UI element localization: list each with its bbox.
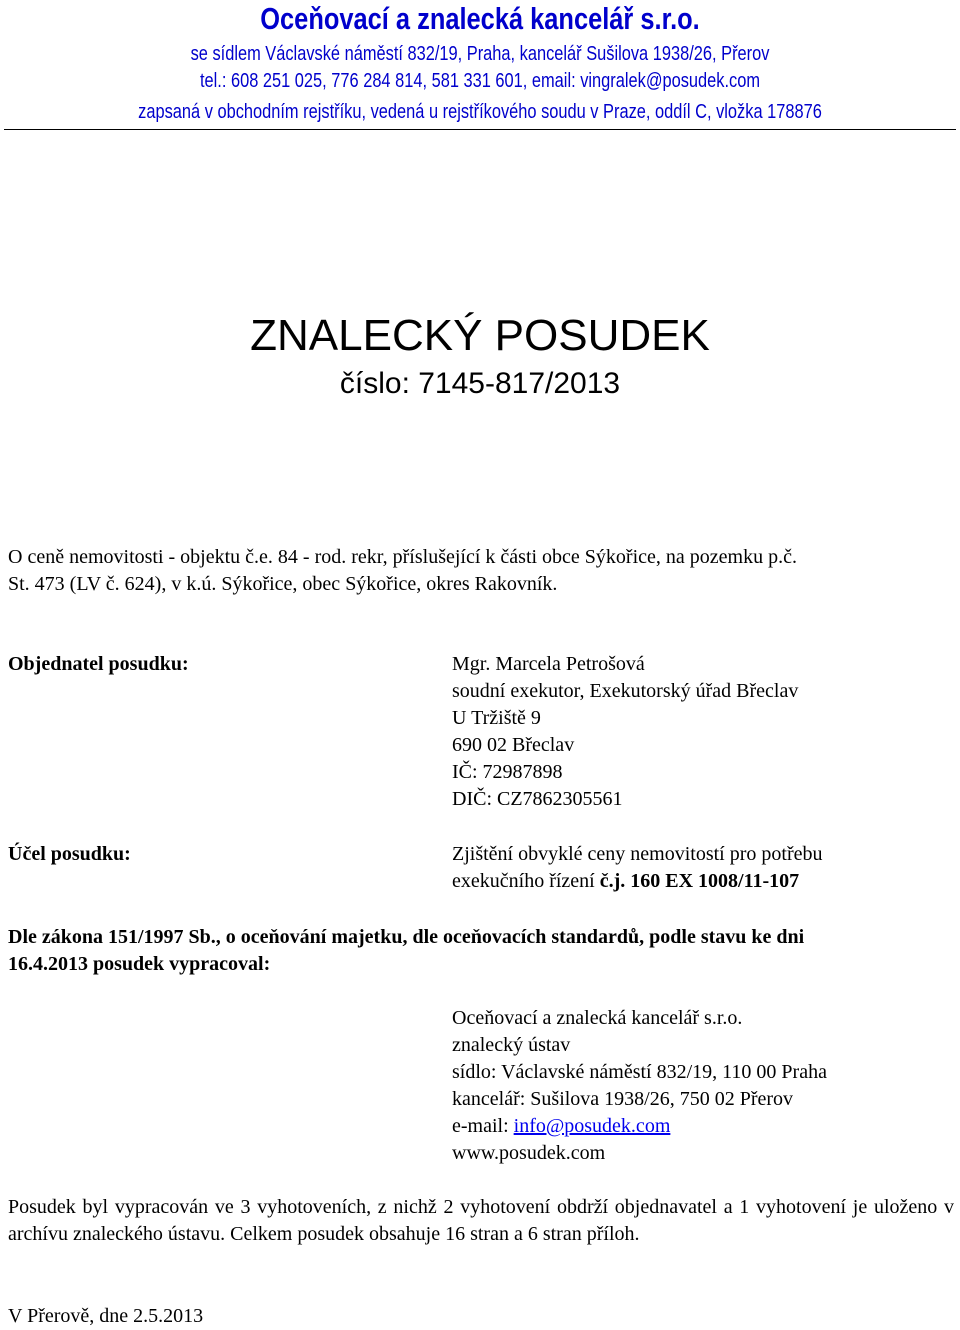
document-number: číslo: 7145-817/2013 — [339, 367, 621, 400]
document-title: ZNALECKÝ POSUDEK — [250, 311, 710, 360]
subject-line-2: St. 473 (LV č. 624), v k.ú. Sýkořice, obec Sýkořice, okres Rakovník. — [8, 573, 558, 595]
copies-note: Posudek byl vypracován ve 3 vyhotoveních, z nichž 2 vyhotovení obdrží objednavatel a 1 vyhotovení je uloženo v archívu znaleckého ústavu. Celkem posudek obsahuje 16 stran a 6 stran příloh. — [8, 1196, 954, 1245]
company-title: Oceňovací a znalecká kancelář s.r.o. — [260, 1, 700, 36]
company-contacts: tel.: 608 251 025, 776 284 814, 581 331 601, email: vingralek@posudek.com — [199, 70, 761, 92]
company-address: se sídlem Václavské náměstí 832/19, Praha, kancelář Sušilova 1938/26, Přerov — [190, 43, 770, 65]
header-divider — [4, 129, 956, 130]
purpose-proceedings: exekučního řízení — [452, 870, 600, 892]
author-website: www.posudek.com — [452, 1142, 606, 1164]
author-name: Oceňovací a znalecká kancelář s.r.o. — [452, 1007, 743, 1029]
author-office: kancelář: Sušilova 1938/26, 750 02 Přerov — [452, 1088, 794, 1110]
client-street: U Tržiště 9 — [452, 707, 541, 729]
email-link[interactable]: info@posudek.com — [513, 1115, 671, 1137]
client-ic: IČ: 72987898 — [452, 761, 563, 783]
client-name: Mgr. Marcela Petrošová — [452, 653, 645, 675]
client-office: soudní exekutor, Exekutorský úřad Břeclav — [452, 680, 799, 702]
author-type: znalecký ústav — [452, 1034, 571, 1056]
place-date: V Přerově, dne 2.5.2013 — [8, 1305, 204, 1327]
purpose-line-2 — [452, 868, 799, 895]
client-label: Objednatel posudku: — [8, 653, 189, 675]
client-dic: DIČ: CZ7862305561 — [452, 788, 623, 810]
author-email-row — [452, 1113, 670, 1140]
client-city: 690 02 Břeclav — [452, 734, 575, 756]
company-registration: zapsaná v obchodním rejstříku, vedená u rejstříkového soudu v Praze, oddíl C, vložka 178876 — [138, 101, 822, 123]
law-line-1: Dle zákona 151/1997 Sb., o oceňování majetku, dle oceňovacích standardů, podle stavu ke dni — [8, 926, 805, 948]
purpose-label: Účel posudku: — [8, 843, 131, 865]
case-number: č.j. 160 EX 1008/11-107 — [599, 870, 800, 892]
subject-line-1: O ceně nemovitosti - objektu č.e. 84 - rod. rekr, příslušející k části obce Sýkořice, na pozemku p.č. — [8, 546, 797, 568]
author-seat: sídlo: Václavské náměstí 832/19, 110 00 Praha — [452, 1061, 827, 1083]
email-label: e-mail: — [452, 1115, 514, 1137]
purpose-line-1: Zjištění obvyklé ceny nemovitostí pro potřebu — [452, 843, 823, 865]
law-line-2: 16.4.2013 posudek vypracoval: — [8, 953, 271, 975]
